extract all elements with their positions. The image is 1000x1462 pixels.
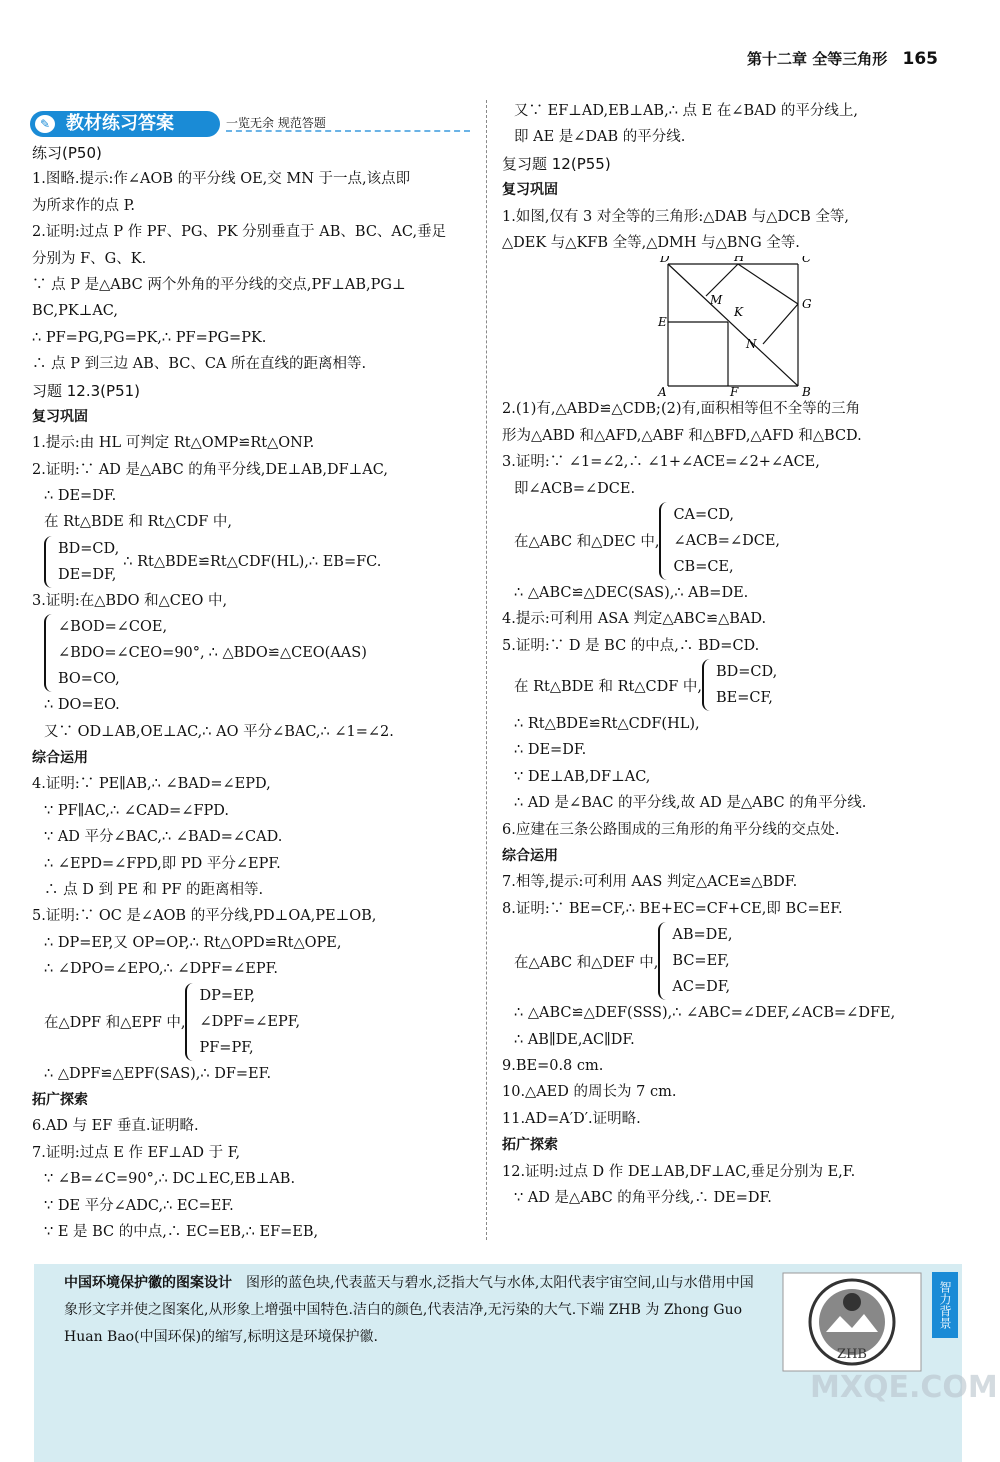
brace-condition: BC=EF, (672, 953, 730, 970)
answer-line: 6.应建在三条公路围成的三角形的角平分线的交点处. (502, 821, 840, 838)
answer-line: ∴ 点 D 到 PE 和 PF 的距离相等. (44, 881, 264, 898)
answer-line: 6.AD 与 EF 垂直.证明略. (32, 1118, 199, 1135)
answer-line: 11.AD=A′D′.证明略. (502, 1110, 641, 1127)
answer-line: ∴ DP=EP,又 OP=OP,∴ Rt△OPD≌Rt△OPE, (44, 934, 342, 951)
brace-condition: PF=PF, (199, 1039, 254, 1056)
page-number: 165 (902, 49, 938, 69)
brace-icon (44, 536, 54, 588)
left-column (32, 140, 482, 1245)
answer-line: 7.相等,提示:可利用 AAS 判定△ACE≌△BDF. (502, 874, 798, 891)
answer-line: ∵ DE⊥AB,DF⊥AC, (514, 768, 651, 785)
figure-label: F (730, 385, 739, 397)
figure-label: B (802, 385, 811, 397)
chapter-label: 第十二章 (747, 50, 808, 68)
answer-line: ∴ AD 是∠BAC 的平分线,故 AD 是△ABC 的角平分线. (514, 795, 867, 812)
answer-line: 又∵ EF⊥AD,EB⊥AB,∴ 点 E 在∠BAD 的平分线上, (514, 103, 858, 119)
figure-label: N (746, 337, 757, 352)
banner-divider (226, 130, 470, 132)
answer-line: 3.证明:∵ ∠1=∠2,∴ ∠1+∠ACE=∠2+∠ACE, (502, 454, 820, 471)
figure-label: E (658, 315, 667, 330)
right-column (502, 98, 952, 1211)
answer-line: 8.证明:∵ BE=CF,∴ BE+EC=CF+CE,即 BC=EF. (502, 900, 843, 917)
answer-line: 形为△ABD 和△AFD,△ABF 和△BFD,△AFD 和△BCD. (502, 427, 862, 444)
brace-icon (44, 614, 54, 692)
emblem-label: ZHB (837, 1347, 867, 1362)
brace-condition: ∠ACB=∠DCE, (673, 532, 781, 549)
brace-condition: BD=CD, (715, 664, 778, 681)
answer-line: 为所求作的点 P. (32, 197, 136, 214)
answer-line: ∵ AD 平分∠BAC,∴ ∠BAD=∠CAD. (44, 829, 283, 846)
section-heading: 习题 12.3(P51) (32, 381, 141, 400)
answer-line: 即 AE 是∠DAB 的平分线. (514, 129, 686, 146)
page-header (747, 48, 938, 69)
answer-line: 1.如图,仅有 3 对全等的三角形:△DAB 与△DCB 全等, (502, 208, 850, 225)
answer-line: ∵ PF∥AC,∴ ∠CAD=∠FPD. (44, 802, 230, 819)
brace-prefix: 在△ABC 和△DEF 中, (514, 954, 659, 971)
banner-subtitle: 一览无余 规范答题 (226, 116, 326, 130)
answer-line: ∴ DE=DF. (514, 742, 587, 759)
answer-line: ∴ PF=PG,PG=PK,∴ PF=PG=PK. (32, 329, 267, 346)
brace-condition: DE=DF, (58, 566, 117, 583)
subsection-heading: 复习巩固 (32, 408, 88, 425)
brace-conclusion: ∴ △BDO≌△CEO(AAS) (208, 645, 367, 662)
figure-label: A (658, 385, 667, 397)
subsection-heading: 拓广探索 (502, 1137, 558, 1154)
brace-condition: BE=CF, (715, 690, 773, 707)
diagonal-db (668, 264, 798, 386)
brace-condition: DP=EP, (199, 987, 256, 1004)
answer-line: 2.(1)有,△ABD≌△CDB;(2)有,面积相等但不全等的三角 (502, 401, 861, 418)
brace-group (502, 659, 952, 711)
chapter-title: 全等三角形 (812, 50, 888, 68)
answer-line: ∴ DE=DF. (44, 488, 117, 505)
footer-title: 中国环境保护徽的图案设计 (64, 1275, 232, 1291)
brace-group (502, 502, 952, 580)
answer-line: 又∵ OD⊥AB,OE⊥AC,∴ AO 平分∠BAC,∴ ∠1=∠2. (44, 723, 394, 740)
section-heading: 练习(P50) (32, 144, 102, 162)
watermark: MXQE.COM (810, 1370, 998, 1405)
answer-line: ∴ ∠DPO=∠EPO,∴ ∠DPF=∠EPF. (44, 961, 279, 978)
section-banner (30, 111, 220, 137)
answer-line: 12.证明:过点 D 作 DE⊥AB,DF⊥AC,垂足分别为 E,F. (502, 1163, 856, 1180)
brace-icon (702, 659, 712, 711)
square-figure (502, 256, 952, 396)
brace-condition: BO=CO, (58, 671, 120, 688)
answer-line: 3.证明:在△BDO 和△CEO 中, (32, 592, 228, 609)
subsection-heading: 拓广探索 (32, 1091, 88, 1108)
brace-condition: ∠DPF=∠EPF, (199, 1013, 301, 1030)
answer-line: ∴ ∠EPD=∠FPD,即 PD 平分∠EPF. (44, 855, 281, 872)
figure-label: G (802, 297, 812, 312)
answer-line: 4.提示:可利用 ASA 判定△ABC≌△BAD. (502, 611, 767, 628)
segment-hg (738, 264, 798, 304)
brace-condition: CB=CE, (673, 558, 734, 575)
brace-icon (185, 983, 195, 1061)
brace-prefix: 在 Rt△BDE 和 Rt△CDF 中, (514, 678, 702, 695)
brace-icon (659, 502, 669, 580)
brace-condition: BD=CD, (58, 540, 120, 557)
segment-gn (763, 304, 798, 344)
tab-knowledge: 智力背景 (932, 1272, 958, 1338)
answer-line: ∴ 点 P 到三边 AB、BC、CA 所在直线的距离相等. (32, 356, 367, 373)
brace-group (32, 536, 482, 588)
answer-line: 2.证明:∵ AD 是△ABC 的角平分线,DE⊥AB,DF⊥AC, (32, 461, 388, 478)
answer-line: ∴ △ABC≌△DEC(SAS),∴ AB=DE. (514, 584, 749, 601)
brace-icon (658, 922, 668, 1000)
answer-line: ∴ △DPF≌△EPF(SAS),∴ DF=EF. (44, 1065, 272, 1082)
answer-line: 10.△AED 的周长为 7 cm. (502, 1084, 677, 1101)
answer-line: 5.证明:∵ OC 是∠AOB 的平分线,PD⊥OA,PE⊥OB, (32, 908, 377, 925)
answer-line: 2.证明:过点 P 作 PF、PG、PK 分别垂直于 AB、BC、AC,垂足 (32, 224, 447, 241)
brace-group (32, 983, 482, 1061)
answer-line: 5.证明:∵ D 是 BC 的中点,∴ BD=CD. (502, 637, 760, 654)
answer-line: ∴ AB∥DE,AC∥DF. (514, 1031, 635, 1048)
figure-label: H (734, 256, 745, 265)
brace-condition: CA=CD, (673, 506, 734, 523)
answer-line: ∵ DE 平分∠ADC,∴ EC=EF. (44, 1197, 234, 1214)
column-divider (486, 100, 487, 1240)
brace-group (32, 614, 482, 692)
answer-line: ∴ △ABC≌△DEF(SSS),∴ ∠ABC=∠DEF,∠ACB=∠DFE, (514, 1005, 896, 1022)
section-heading: 复习题 12(P55) (502, 154, 611, 173)
subsection-heading: 综合运用 (502, 848, 558, 865)
brace-prefix: 在△DPF 和△EPF 中, (44, 1015, 186, 1032)
brace-prefix: 在△ABC 和△DEC 中, (514, 534, 660, 551)
subsection-heading: 综合运用 (32, 750, 88, 767)
figure-label: K (734, 305, 743, 320)
environmental-emblem-icon (782, 1272, 922, 1372)
answer-line: 4.证明:∵ PE∥AB,∴ ∠BAD=∠EPD, (32, 776, 271, 793)
answer-line: ∴ Rt△BDE≌Rt△CDF(HL), (514, 716, 700, 733)
brace-group (502, 922, 952, 1000)
subsection-heading: 复习巩固 (502, 182, 558, 199)
figure-label: C (802, 256, 812, 266)
answer-line: 1.提示:由 HL 可判定 Rt△OMP≌Rt△ONP. (32, 435, 315, 452)
book-icon: ✎ (35, 115, 55, 133)
brace-condition: ∠BOD=∠COE, (58, 619, 168, 636)
answer-line: 分别为 F、G、K. (32, 250, 147, 267)
figure-label: D (660, 256, 670, 266)
segment-hm (706, 264, 738, 296)
answer-line: △DEK 与△KFB 全等,△DMH 与△BNG 全等. (502, 234, 800, 251)
answer-line: ∵ E 是 BC 的中点,∴ EC=EB,∴ EF=EB, (44, 1223, 319, 1240)
answer-line: 在 Rt△BDE 和 Rt△CDF 中, (44, 514, 232, 531)
answer-line: BC,PK⊥AC, (32, 303, 118, 320)
footer-text (64, 1270, 764, 1351)
brace-conclusion: ∴ Rt△BDE≌Rt△CDF(HL),∴ EB=FC. (123, 553, 382, 570)
answer-line: 7.证明:过点 E 作 EF⊥AD 于 F, (32, 1144, 241, 1161)
answer-line: ∵ ∠B=∠C=90°,∴ DC⊥EC,EB⊥AB. (44, 1171, 296, 1188)
footer-box (34, 1264, 962, 1462)
answer-line: 1.图略.提示:作∠AOB 的平分线 OE,交 MN 于一点,该点即 (32, 171, 411, 188)
figure-label: M (710, 293, 723, 308)
brace-condition: ∠BDO=∠CEO=90°, (58, 645, 205, 662)
answer-line: 9.BE=0.8 cm. (502, 1057, 604, 1074)
footer-body: 图形的蓝色块,代表蓝天与碧水,泛指大气与水体,太阳代表宇宙空间,山与水借用中国象形文字并使之图案化,从形象上增强中国特色.洁白的颜色,代表洁净,无污染的大气.下端 ZHB 为 Zhong Guo Huan Bao(中国环保)的缩写,标明这是环境保护徽. (64, 1275, 754, 1345)
answer-line: 即∠ACB=∠DCE. (514, 480, 636, 497)
brace-condition: AB=DE, (672, 927, 733, 944)
brace-condition: AC=DF, (672, 979, 731, 996)
banner-title: 教材练习答案 (66, 113, 174, 134)
answer-line: ∵ AD 是△ABC 的角平分线,∴ DE=DF. (514, 1189, 772, 1206)
answer-line: ∵ 点 P 是△ABC 两个外角的平分线的交点,PF⊥AB,PG⊥ (32, 276, 406, 293)
answer-line: ∴ DO=EO. (44, 697, 120, 714)
